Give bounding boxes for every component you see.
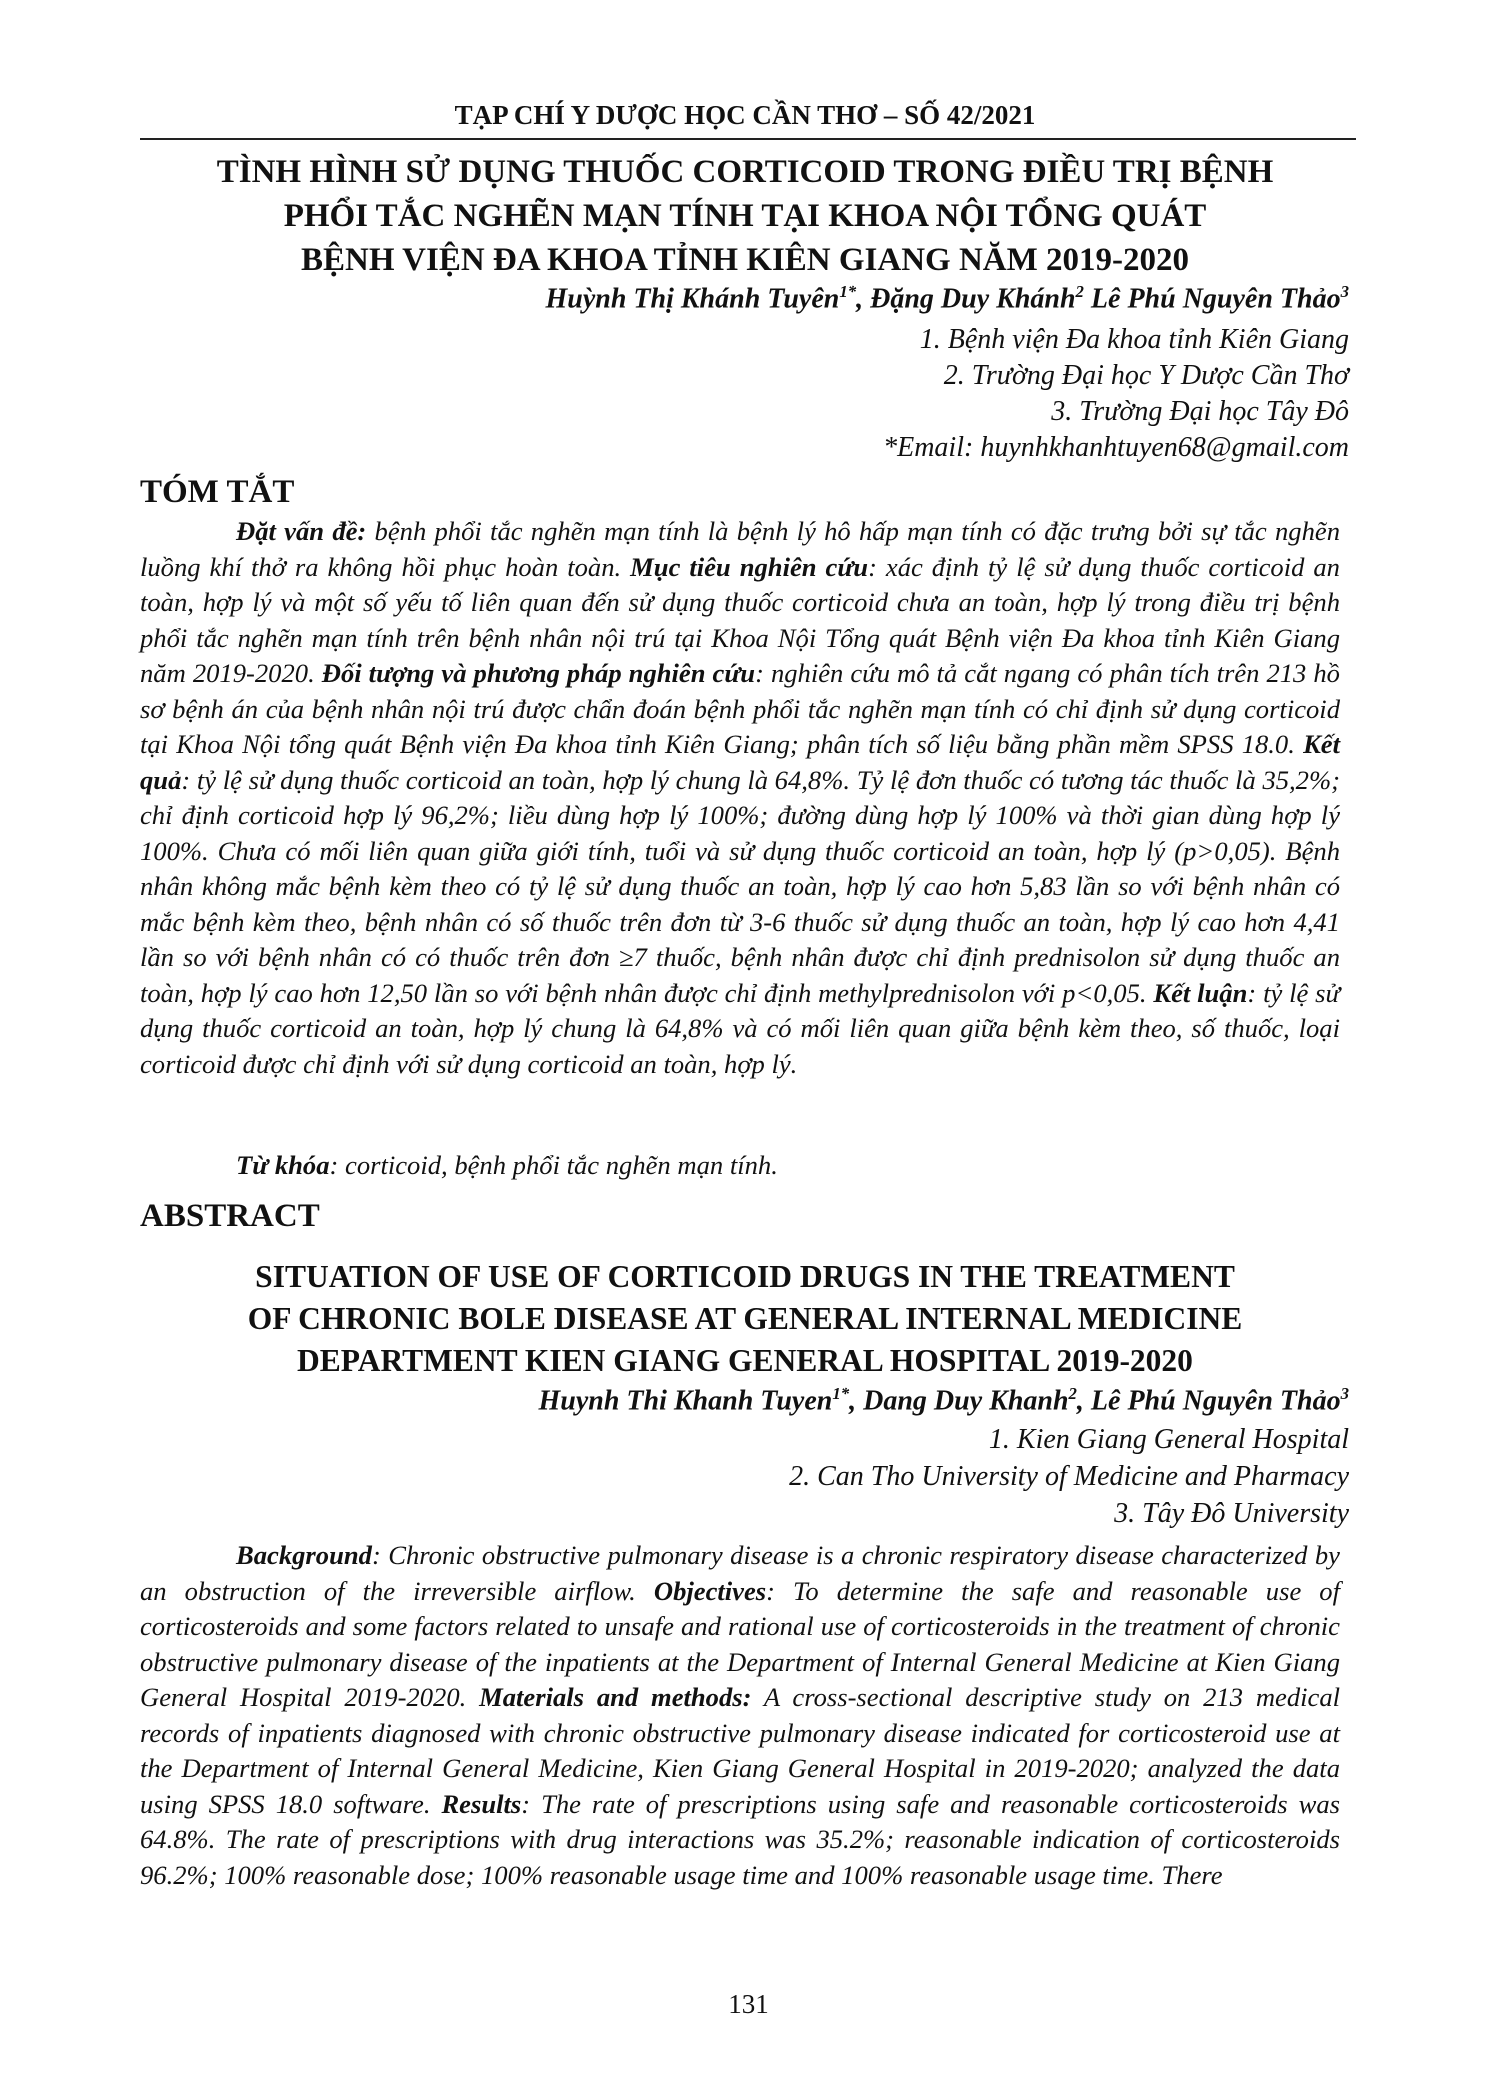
en-title-line-3: DEPARTMENT KIEN GIANG GENERAL HOSPITAL 2019-2020 [297,1343,1193,1378]
vi-bg-label: Đặt vấn đề: [236,516,367,546]
vi-author-sep-2 [1084,283,1091,314]
en-author-sep-2: , [1076,1385,1091,1417]
en-author-3-sup: 3 [1340,1384,1349,1403]
vi-summary-paragraph [140,514,1340,1082]
vi-affiliation-1: 1. Bệnh viện Đa khoa tỉnh Kiên Giang [919,324,1349,355]
vi-author-3-sup: 3 [1340,282,1349,301]
en-bg-text: : Chronic obstructive pulmonary disease is a chronic respiratory disease characterized by an obstruction of the irreversible airflow. [140,1540,1340,1606]
vi-author-1-sup: 1* [839,282,857,301]
en-affiliation-2: 2. Can Tho University of Medicine and Pharmacy [789,1461,1349,1492]
vi-authors [546,282,1350,315]
en-method-label: Materials and methods: [479,1682,752,1712]
vi-obj-label: Mục tiêu nghiên cứu [630,551,869,582]
vi-affiliation-2: 2. Trường Đại học Y Dược Cần Thơ [943,360,1349,391]
en-author-3: Lê Phú Nguyên Thảo [1090,1385,1341,1417]
vi-author-1: Huỳnh Thị Khánh Tuyên [545,283,840,315]
vi-author-2-sup: 2 [1075,282,1084,301]
vi-title-line-3: BỆNH VIỆN ĐA KHOA TỈNH KIÊN GIANG NĂM 2019-2020 [300,242,1190,278]
en-obj-text: : To determine the safe and reasonable use of corticosteroids and some factors related to unsafe and rational use of corticosteroids in the treatment of chronic obstructive pulmonary disease of the inpatients at the Department of Internal General Medicine at Kien Giang General Hospital 2019-2020. [140,1575,1340,1712]
vi-result-label: Kết quả [140,729,1340,795]
en-author-2: Dang Duy Khanh [863,1385,1069,1417]
en-result-text: : The rate of prescriptions using safe and reasonable corticosteroids was 64.8%. The rate of prescriptions with drug interactions was 35.2%; reasonable indication of corticosteroids 96.2%; 100% reasonable dose; 100% reasonable usage time and 100% reasonable usage time. There [140,1788,1341,1890]
vi-keywords-text: : corticoid, bệnh phổi tắc nghẽn mạn tính. [329,1150,778,1180]
vi-obj-text: : xác định tỷ lệ sử dụng thuốc corticoid an toàn, hợp lý và một số yếu tố liên quan đến sử dụng thuốc corticoid chưa an toàn, hợp lý trong điều trị bệnh phổi tắc nghẽn mạn tính trên bệnh nhân nội trú tại Khoa Nội Tổng quát Bệnh viện Đa khoa tỉnh Kiên Giang năm 2019-2020. [140,551,1340,688]
en-authors [539,1384,1350,1417]
en-title-line-1: SITUATION OF USE OF CORTICOID DRUGS IN THE TREATMENT [255,1259,1235,1294]
vi-summary-heading: TÓM TẮT [140,474,295,510]
en-author-1-sup: 1* [832,1384,850,1403]
vi-author-sep-1: , [856,283,871,315]
en-abstract-heading: ABSTRACT [140,1198,320,1234]
page-number: 131 [728,1989,769,2019]
en-author-sep-1: , [849,1385,864,1417]
en-author-1: Huynh Thi Khanh Tuyen [538,1385,833,1417]
vi-affiliation-3: 3. Trường Đại học Tây Đô [1051,396,1349,427]
en-obj-label: Objectives [653,1575,767,1606]
header-rule [140,138,1356,140]
vi-method-label: Đối tượng và phương pháp nghiên cứu [321,658,756,688]
vi-result-text: : tỷ lệ sử dụng thuốc corticoid an toàn, hợp lý chung là 64,8%. Tỷ lệ đơn thuốc có tương tác thuốc là 35,2%; chỉ định corticoid hợp lý 96,2%; liều dùng hợp lý 100%; đường dùng hợp lý 100% và thời gian dùng hợp lý 100%. Chưa có mối liên quan giữa giới tính, tuổi và sử dụng thuốc corticoid an toàn, hợp lý (p>0,05). Bệnh nhân không mắc bệnh kèm theo có tỷ lệ sử dụng thuốc an toàn, hợp lý cao hơn 5,83 lần so với bệnh nhân có mắc bệnh kèm theo, bệnh nhân có số thuốc trên đơn từ 3-6 thuốc sử dụng thuốc an toàn, hợp lý cao hơn 4,41 lần so với bệnh nhân có có thuốc trên đơn ≥7 thuốc, bệnh nhân được chỉ định prednisolon sử dụng thuốc an toàn, hợp lý cao hơn 12,50 lần so với bệnh nhân được chỉ định methylprednisolon với p<0,05. [140,764,1340,1008]
vi-author-2: Đặng Duy Khánh [870,283,1076,315]
en-author-2-sup: 2 [1068,1384,1077,1403]
vi-concl-label: Kết luận [1153,977,1248,1008]
vi-keywords-label: Từ khóa [236,1150,330,1180]
vi-title-line-1: TÌNH HÌNH SỬ DỤNG THUỐC CORTICOID TRONG ĐIỀU TRỊ BỆNH [216,154,1274,190]
en-affiliation-3: 3. Tây Đô University [1114,1498,1349,1529]
vi-title-line-2: PHỔI TẮC NGHẼN MẠN TÍNH TẠI KHOA NỘI TỔNG QUÁT [283,198,1207,234]
vi-bg-text: bệnh phổi tắc nghẽn mạn tính là bệnh lý hô hấp mạn tính có đặc trưng bởi sự tắc nghẽn luồng khí thở ra không hồi phục hoàn toàn. [140,516,1340,582]
vi-concl-text: : tỷ lệ sử dụng thuốc corticoid an toàn, hợp lý chung là 64,8% và có mối liên quan giữa bệnh kèm theo, số thuốc, loại corticoid được chỉ định với sử dụng corticoid an toàn, hợp lý. [140,977,1340,1079]
en-method-text: A cross-sectional descriptive study on 213 medical records of inpatients diagnosed with chronic obstructive pulmonary disease indicated for corticosteroid use at the Department of Internal General Medicine, Kien Giang General Hospital in 2019-2020; analyzed the data using SPSS 18.0 software. [140,1682,1341,1819]
vi-keywords [236,1150,778,1181]
en-abstract-paragraph [140,1538,1340,1893]
en-affiliation-1: 1. Kien Giang General Hospital [988,1424,1349,1455]
vi-method-text: : nghiên cứu mô tả cắt ngang có phân tích trên 213 hồ sơ bệnh án của bệnh nhân nội trú được chẩn đoán bệnh phổi tắc nghẽn mạn tính có chỉ định sử dụng corticoid tại Khoa Nội tổng quát Bệnh viện Đa khoa tỉnh Kiên Giang; phân tích số liệu bằng phần mềm SPSS 18.0. [140,658,1340,759]
en-title-line-2: OF CHRONIC BOLE DISEASE AT GENERAL INTERNAL MEDICINE [247,1301,1243,1336]
journal-header: TẠP CHÍ Y DƯỢC HỌC CẦN THƠ – SỐ 42/2021 [454,100,1036,130]
en-bg-label: Background [236,1540,372,1570]
vi-author-3: Lê Phú Nguyên Thảo [1090,283,1341,315]
vi-email: *Email: huynhkhanhtuyen68@gmail.com [883,432,1349,463]
en-result-label: Results [441,1788,522,1819]
